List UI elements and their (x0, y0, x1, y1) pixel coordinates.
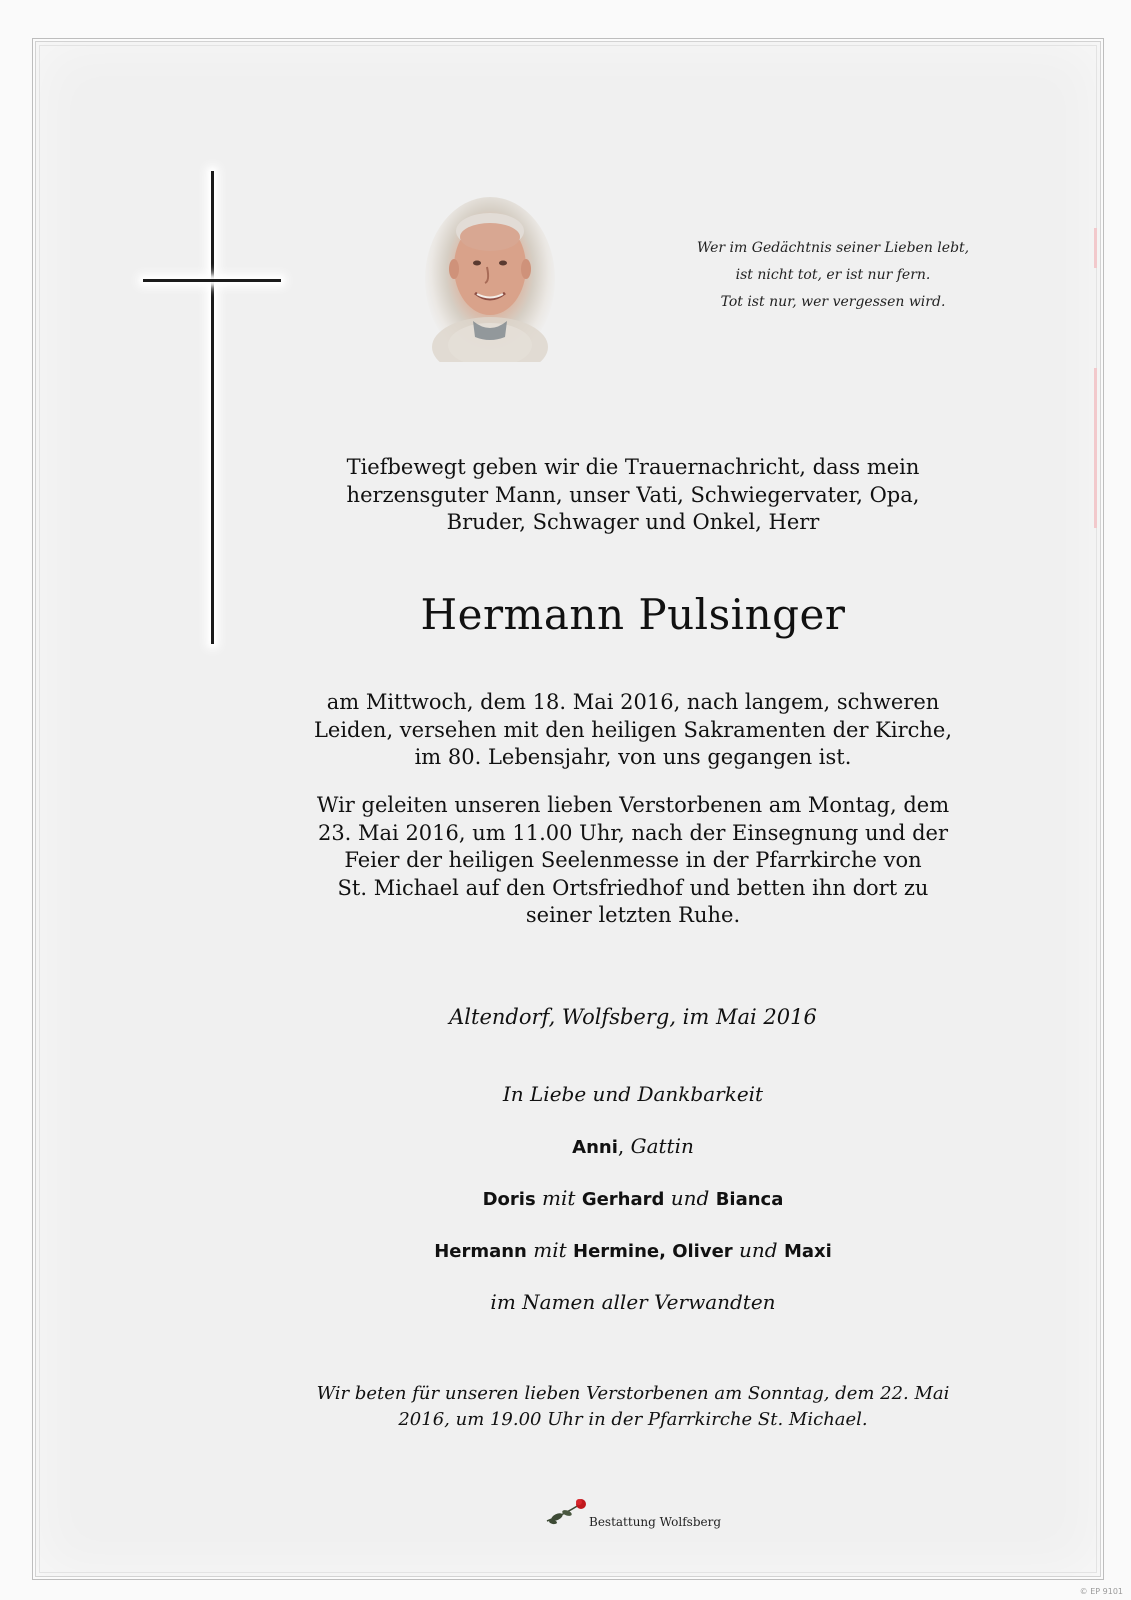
edge-mark (1094, 368, 1097, 528)
mourner-name: Doris (482, 1189, 536, 1210)
quote-line: Tot ist nur, wer vergessen wird. (720, 294, 946, 310)
place-and-date: Altendorf, Wolfsberg, im Mai 2016 (449, 1005, 817, 1029)
connector: und (670, 1186, 710, 1210)
prayer-line: Wir beten für unseren lieben Verstorbenen am Sonntag, dem 22. Mai (316, 1383, 950, 1404)
mourners-opening (253, 1081, 1013, 1133)
intro-line: Bruder, Schwager und Onkel, Herr (446, 510, 820, 534)
death-line: Leiden, versehen mit den heiligen Sakramenten der Kirche, (313, 717, 953, 742)
death-details (253, 689, 1013, 772)
mourner-name: Gerhard (581, 1189, 665, 1210)
mourner-name: Bianca (715, 1189, 784, 1210)
funeral-line: St. Michael auf den Ortsfriedhof und betten ihn dort zu (337, 875, 929, 900)
mourners-closing (253, 1289, 1013, 1341)
mourner-name: Anni (572, 1137, 618, 1158)
mourner-row-daughter (253, 1185, 1013, 1237)
funeral-details (253, 792, 1013, 930)
mourners-closing-text: im Namen aller Verwandten (490, 1290, 776, 1314)
mourner-name: Hermann (434, 1241, 527, 1262)
quote-line: Wer im Gedächtnis seiner Lieben lebt, (696, 240, 970, 256)
intro-line: Tiefbewegt geben wir die Trauernachricht, dass mein (346, 455, 920, 479)
mourner-name: Hermine, Oliver (573, 1241, 733, 1262)
mourner-role: Gattin (630, 1134, 694, 1158)
mourner-row-son (253, 1237, 1013, 1289)
deceased-portrait (425, 197, 555, 362)
obituary-card (32, 38, 1104, 1580)
intro-line: herzensguter Mann, unser Vati, Schwiegervater, Opa, (346, 482, 920, 507)
death-line: am Mittwoch, dem 18. Mai 2016, nach langem, schweren (326, 690, 940, 714)
connector: mit (542, 1186, 576, 1210)
deceased-name: Hermann Pulsinger (420, 590, 846, 639)
mourners-opening-text: In Liebe und Dankbarkeit (502, 1082, 764, 1106)
mourner-row-wife (253, 1133, 1013, 1185)
prayer-notice (253, 1381, 1013, 1433)
death-line: im 80. Lebensjahr, von uns gegangen ist. (414, 745, 852, 769)
announcement-intro (253, 454, 1013, 537)
mourners-list (253, 1081, 1013, 1341)
edge-mark (1094, 228, 1097, 268)
portrait-illustration (425, 197, 555, 362)
print-code: © EP 9101 (1079, 1587, 1123, 1596)
funeral-line: Feier der heiligen Seelenmesse in der Pfarrkirche von (344, 848, 922, 872)
prayer-line: 2016, um 19.00 Uhr in der Pfarrkirche St. Michael. (398, 1409, 868, 1430)
funeral-line: 23. Mai 2016, um 11.00 Uhr, nach der Einsegnung und der (317, 820, 949, 845)
quote-line: ist nicht tot, er ist nur fern. (735, 267, 931, 283)
rose-icon (545, 1497, 589, 1525)
connector: mit (533, 1238, 567, 1262)
undertaker-footer (533, 1491, 733, 1527)
memorial-quote (653, 235, 1013, 316)
undertaker-name: Bestattung Wolfsberg (589, 1515, 722, 1529)
mourner-name: Maxi (783, 1241, 832, 1262)
funeral-line: Wir geleiten unseren lieben Verstorbenen am Montag, dem (316, 793, 950, 817)
cross-vertical-beam (211, 171, 214, 644)
cross-horizontal-beam (143, 279, 281, 282)
connector: und (739, 1238, 778, 1262)
separator: , (617, 1134, 631, 1158)
funeral-line: seiner letzten Ruhe. (525, 903, 741, 927)
